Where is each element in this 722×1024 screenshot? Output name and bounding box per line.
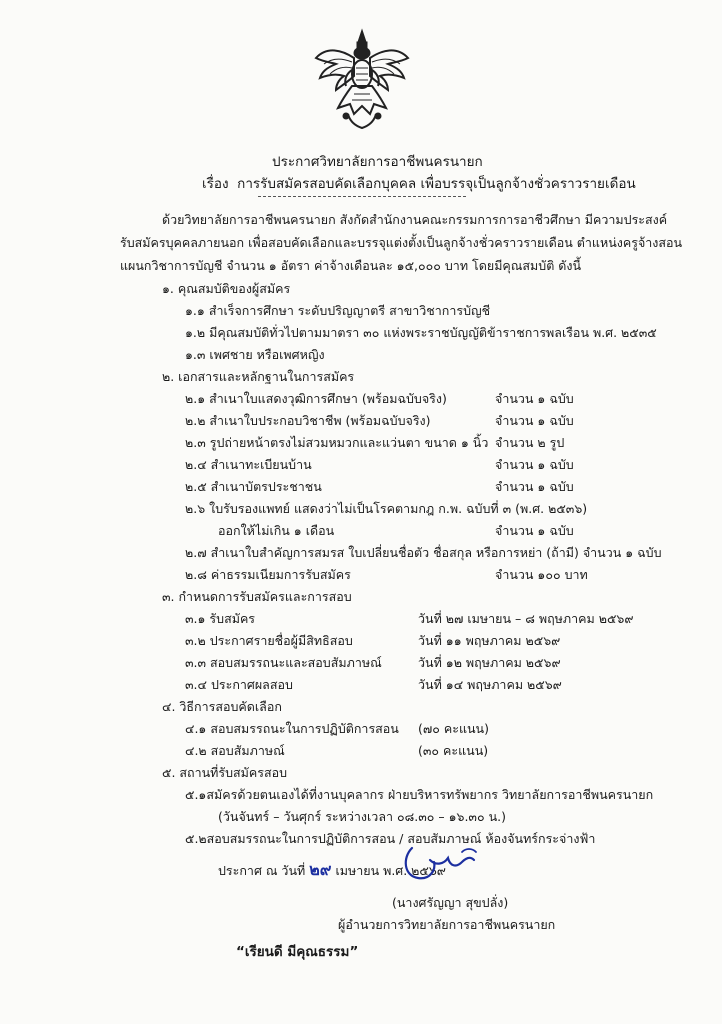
s2-item: ๒.๓ รูปถ่ายหน้าตรงไม่สวมหมวกและแว่นตา ขนาด ๑ นิ้ว: [185, 435, 489, 450]
signer-name: (นางศรัญญา สุขปลั่ง): [392, 895, 509, 910]
s4-score: (๗๐ คะแนน): [418, 721, 489, 736]
s5-line: ๕.๑สมัครด้วยตนเองได้ที่งานบุคลากร ฝ่ายบริหารทรัพยากร วิทยาลัยการอาชีพนครนายก: [185, 787, 654, 802]
s4-item: ๔.๑ สอบสมรรถนะในการปฏิบัติการสอน: [185, 721, 399, 736]
s2-qty: จำนวน ๑ ฉบับ: [495, 479, 574, 494]
s4-score: (๓๐ คะแนน): [418, 743, 489, 758]
section-4-heading: ๔. วิธีการสอบคัดเลือก: [162, 699, 282, 714]
s2-qty: จำนวน ๑ ฉบับ: [495, 391, 574, 406]
s2-item: ๒.๗ สำเนาใบสำคัญการสมรส ใบเปลี่ยนชื่อตัว ชื่อสกุล หรือการหย่า (ถ้ามี) จำนวน ๑ ฉบับ: [185, 545, 662, 560]
subject-line: [202, 172, 636, 194]
s5-line: (วันจันทร์ – วันศุกร์ ระหว่างเวลา ๐๘.๓๐ – ๑๖.๓๐ น.): [218, 809, 506, 824]
announce-prefix: ประกาศ ณ วันที่: [218, 863, 306, 878]
school-motto: “เรียนดี มีคุณธรรม”: [236, 944, 359, 960]
s5-line: ๕.๒สอบสมรรถนะในการปฏิบัติการสอน / สอบสัมภาษณ์ ห้องจันทร์กระจ่างฟ้า: [185, 831, 596, 846]
subject-text: การรับสมัครสอบคัดเลือกบุคคล เพื่อบรรจุเป็นลูกจ้างชั่วคราวรายเดือน: [237, 176, 636, 192]
intro-line-3: แผนกวิชาการบัญชี จำนวน ๑ อัตรา ค่าจ้างเดือนละ ๑๕,๐๐๐ บาท โดยมีคุณสมบัติ ดังนี้: [120, 258, 582, 273]
s2-item: ๒.๔ สำเนาทะเบียนบ้าน: [185, 457, 312, 472]
announcement-title: ประกาศวิทยาลัยการอาชีพนครนายก: [272, 154, 483, 170]
title-divider: [258, 196, 466, 197]
s2-qty: จำนวน ๑ ฉบับ: [495, 457, 574, 472]
s3-date: วันที่ ๑๒ พฤษภาคม ๒๕๖๙: [418, 655, 561, 670]
section-3-heading: ๓. กำหนดการรับสมัครและการสอบ: [162, 589, 352, 604]
s2-item: ๒.๘ ค่าธรรมเนียมการรับสมัคร: [185, 567, 351, 582]
s2-item: ๒.๑ สำเนาใบแสดงวุฒิการศึกษา (พร้อมฉบับจริง): [185, 391, 447, 406]
s3-date: วันที่ ๑๔ พฤษภาคม ๒๕๖๙: [418, 677, 562, 692]
s2-item: ๒.๖ ใบรับรองแพทย์ แสดงว่าไม่เป็นโรคตามกฎ ก.พ. ฉบับที่ ๓ (พ.ศ. ๒๕๓๖): [185, 501, 588, 516]
signer-position: ผู้อำนวยการวิทยาลัยการอาชีพนครนายก: [338, 917, 556, 932]
s3-date: วันที่ ๑๑ พฤษภาคม ๒๕๖๙: [418, 633, 561, 648]
announce-day: ๒๙: [309, 860, 332, 879]
s2-qty: จำนวน ๒ รูป: [495, 435, 565, 450]
s2-item: ๒.๒ สำเนาใบประกอบวิชาชีพ (พร้อมฉบับจริง): [185, 413, 431, 428]
garuda-emblem-icon: [312, 28, 412, 130]
subject-label: เรื่อง: [202, 176, 229, 192]
section-5-heading: ๕. สถานที่รับสมัครสอบ: [162, 765, 288, 780]
s2-item-continuation: ออกให้ไม่เกิน ๑ เดือน: [218, 523, 335, 538]
intro-line-1: ด้วยวิทยาลัยการอาชีพนครนายก สังกัดสำนักงานคณะกรรมการการอาชีวศึกษา มีความประสงค์: [162, 212, 668, 227]
s4-item: ๔.๒ สอบสัมภาษณ์: [185, 743, 285, 758]
s2-qty: จำนวน ๑ ฉบับ: [495, 413, 574, 428]
s1-item: ๑.๑ สำเร็จการศึกษา ระดับปริญญาตรี สาขาวิชาการบัญชี: [185, 303, 491, 318]
s2-qty: จำนวน ๑ ฉบับ: [495, 523, 574, 538]
s1-item: ๑.๒ มีคุณสมบัติทั่วไปตามมาตรา ๓๐ แห่งพระราชบัญญัติข้าราชการพลเรือน พ.ศ. ๒๕๓๕: [185, 325, 657, 340]
s1-item: ๑.๓ เพศชาย หรือเพศหญิง: [185, 347, 325, 362]
handwritten-signature-icon: [400, 840, 490, 885]
s2-item: ๒.๕ สำเนาบัตรประชาชน: [185, 479, 322, 494]
section-1-heading: ๑. คุณสมบัติของผู้สมัคร: [162, 281, 291, 296]
intro-line-2: รับสมัครบุคคลภายนอก เพื่อสอบคัดเลือกและบรรจุแต่งตั้งเป็นลูกจ้างชั่วคราวรายเดือน ตำแหน่งครูจ้างสอน: [120, 235, 683, 250]
section-2-heading: ๒. เอกสารและหลักฐานในการสมัคร: [162, 369, 355, 384]
s3-date: วันที่ ๒๗ เมษายน – ๘ พฤษภาคม ๒๕๖๙: [418, 611, 634, 626]
s3-item: ๓.๓ สอบสมรรถนะและสอบสัมภาษณ์: [185, 655, 382, 670]
s3-item: ๓.๒ ประกาศรายชื่อผู้มีสิทธิสอบ: [185, 633, 353, 648]
announce-suffix: เมษายน พ.ศ. ๒๕๖๙: [335, 863, 446, 878]
s3-item: ๓.๑ รับสมัคร: [185, 611, 256, 626]
s2-qty: จำนวน ๑๐๐ บาท: [495, 567, 588, 582]
s3-item: ๓.๔ ประกาศผลสอบ: [185, 677, 293, 692]
